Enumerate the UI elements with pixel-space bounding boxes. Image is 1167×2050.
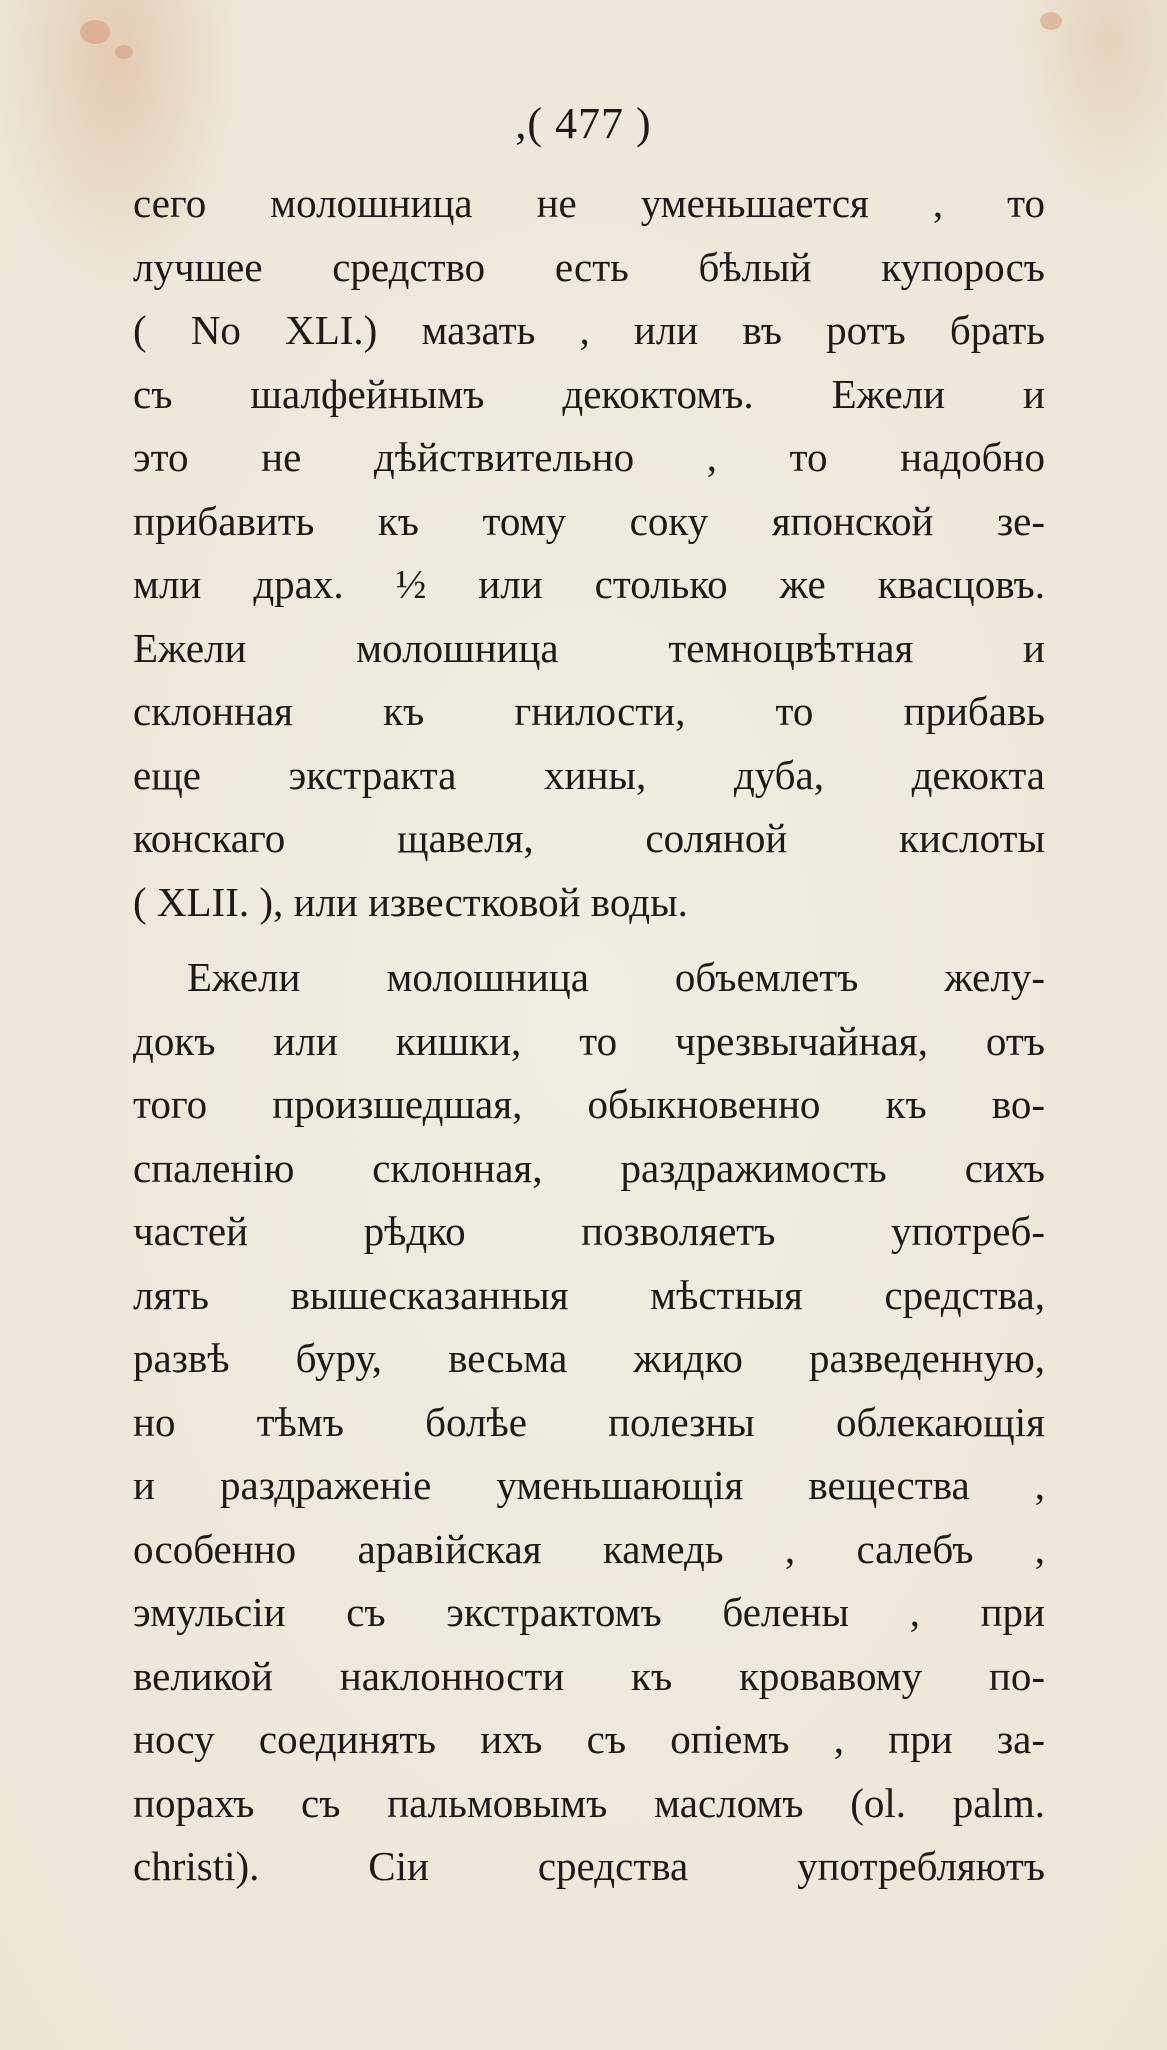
text-line: спаленію склонная, раздражимость сихъ xyxy=(133,1144,1045,1191)
text-line: склонная къ гнилости, то прибавь xyxy=(133,688,1045,734)
text-line: лять вышесказанныя мѣстныя средства, xyxy=(133,1271,1045,1318)
text-line: ( XLII. ), или известковой воды. xyxy=(133,878,688,925)
text-line: мли драх. ½ или столько же квасцовъ. xyxy=(133,561,1045,607)
text-line: еще экстракта хины, дуба, декокта xyxy=(133,751,1045,798)
text-line: Ежели молошница темноцвѣтная и xyxy=(133,624,1045,671)
text-line: порахъ съ пальмовымъ масломъ (ol. palm. xyxy=(133,1779,1045,1826)
text-line: и раздраженіе уменьшающія вещества , xyxy=(133,1462,1045,1508)
text-line: эмульсіи съ экстрактомъ белены , при xyxy=(133,1589,1045,1635)
page-number: ,( 477 ) xyxy=(515,99,652,148)
text-line: носу соединять ихъ съ опіемъ , при за- xyxy=(133,1716,1045,1762)
stain xyxy=(1040,12,1062,30)
text-line: лучшее средство есть бѣлый купоросъ xyxy=(133,243,1045,290)
text-line: съ шалфейнымъ декоктомъ. Ежели и xyxy=(133,370,1045,417)
text-line: докъ или кишки, то чрезвычайная, отъ xyxy=(133,1017,1045,1064)
text-line: но тѣмъ болѣе полезны облекающія xyxy=(133,1398,1045,1445)
text-line: сего молошница не уменьшаeтся , то xyxy=(133,180,1045,226)
text-line: особенно аравійская камедь , салебъ , xyxy=(133,1525,1045,1572)
text-line: частей рѣдко позволяетъ употреб- xyxy=(133,1208,1045,1254)
text-line: великой наклонности къ кровавому по- xyxy=(133,1652,1045,1699)
text-line: это не дѣйствительно , то надобно xyxy=(133,434,1045,480)
stain xyxy=(80,20,110,44)
text-line: прибавить къ тому соку японской зе- xyxy=(133,497,1045,544)
page-body xyxy=(133,172,1045,1899)
text-line: того произшедшая, обыкновенно къ во- xyxy=(133,1081,1045,1127)
text-line: christi). Сіи средства употребляютъ xyxy=(133,1843,1045,1889)
paragraph-gap xyxy=(133,934,1045,946)
text-line: развѣ буру, весьма жидко разведенную, xyxy=(133,1335,1045,1381)
text-line: ( No XLI.) мазать , или въ ротъ брать xyxy=(133,307,1045,353)
text-line: конскаго щавеля, соляной кислоты xyxy=(133,815,1045,861)
stain xyxy=(115,45,133,59)
text-line: Ежели молошница объемлетъ желу- xyxy=(187,954,1045,1000)
